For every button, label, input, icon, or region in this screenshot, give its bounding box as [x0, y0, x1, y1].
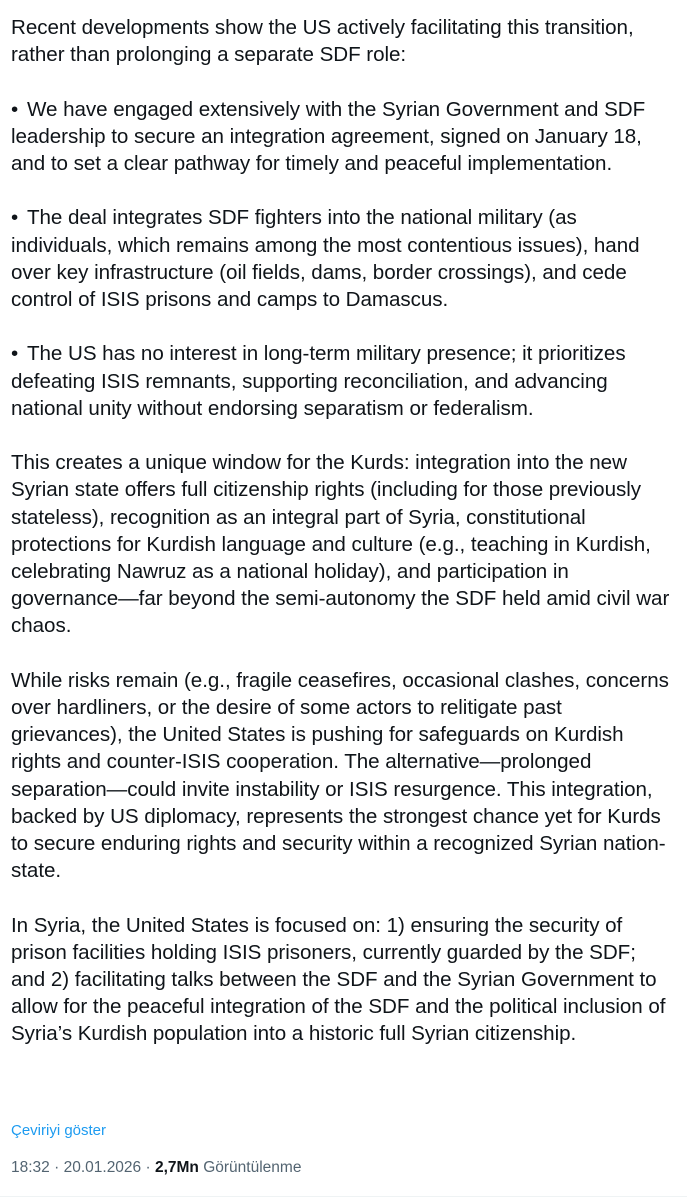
post-paragraph-bullet-1: [11, 96, 675, 178]
post-paragraph-intro: [11, 14, 675, 68]
post-paragraph-risks: [11, 667, 675, 885]
paragraph-text: This creates a unique window for the Kurds: integration into the new Syrian state offers full citizenship rights (including for those previously stateless), recognition as an integral part of Syria, constitutional protections for Kurdish language and culture (e.g., teaching in Kurdish, celebrating Nawruz as a national holiday), and participation in governance—far beyond the semi-autonomy the SDF held amid civil war chaos.: [11, 451, 670, 638]
meta-separator: ·: [54, 1159, 60, 1176]
paragraph-text: While risks remain (e.g., fragile ceasefires, occasional clashes, concerns over hardliners, or the desire of some actors to relitigate past grievances), the United States is pushing for safeguards on Kurdish rights and counter-ISIS cooperation. The alternative—prolonged separation—could invite instability or ISIS resurgence. This integration, backed by US diplomacy, represents the strongest chance yet for Kurds to secure enduring rights and security within a recognized Syrian nation-state.: [11, 668, 669, 883]
show-translation-link[interactable]: Çeviriyi göster: [11, 1122, 107, 1139]
meta-separator: ·: [145, 1159, 151, 1176]
paragraph-text: The US has no interest in long-term military presence; it prioritizes defeating ISIS remnants, supporting reconciliation, and advancing national unity without endorsing separatism or federalism.: [11, 342, 626, 420]
post-body: [11, 14, 675, 1075]
bullet-marker: •: [11, 342, 19, 366]
divider: [0, 1196, 687, 1197]
post-paragraph-kurds-window: [11, 449, 675, 639]
bullet-marker: •: [11, 206, 19, 230]
paragraph-text: The deal integrates SDF fighters into the national military (as individuals, which remains among the most contentious issues), hand over key infrastructure (oil fields, dams, border crossings), and cede control of ISIS prisons and camps to Damascus.: [11, 206, 640, 311]
paragraph-text: In Syria, the United States is focused on: 1) ensuring the security of prison facilities holding ISIS prisoners, currently guarded by the SDF; and 2) facilitating talks between the SDF and the Syrian Government to allow for the peaceful integration of the SDF and the political inclusion of Syria’s Kurdish population into a historic full Syrian citizenship.: [11, 913, 666, 1046]
post-paragraph-bullet-3: [11, 340, 675, 422]
post-meta: [11, 1158, 301, 1178]
views-label: Görüntülenme: [203, 1159, 302, 1176]
post-paragraph-focus: [11, 912, 675, 1048]
paragraph-text: Recent developments show the US actively facilitating this transition, rather than prolonging a separate SDF role:: [11, 16, 634, 67]
post-time[interactable]: 18:32: [11, 1159, 50, 1176]
post-paragraph-bullet-2: [11, 204, 675, 313]
paragraph-text: We have engaged extensively with the Syrian Government and SDF leadership to secure an integration agreement, signed on January 18, and to set a clear pathway for timely and peaceful implementation.: [11, 97, 646, 175]
post-date[interactable]: 20.01.2026: [63, 1159, 142, 1176]
bullet-marker: •: [11, 97, 19, 121]
views-count: 2,7Mn: [154, 1159, 199, 1176]
